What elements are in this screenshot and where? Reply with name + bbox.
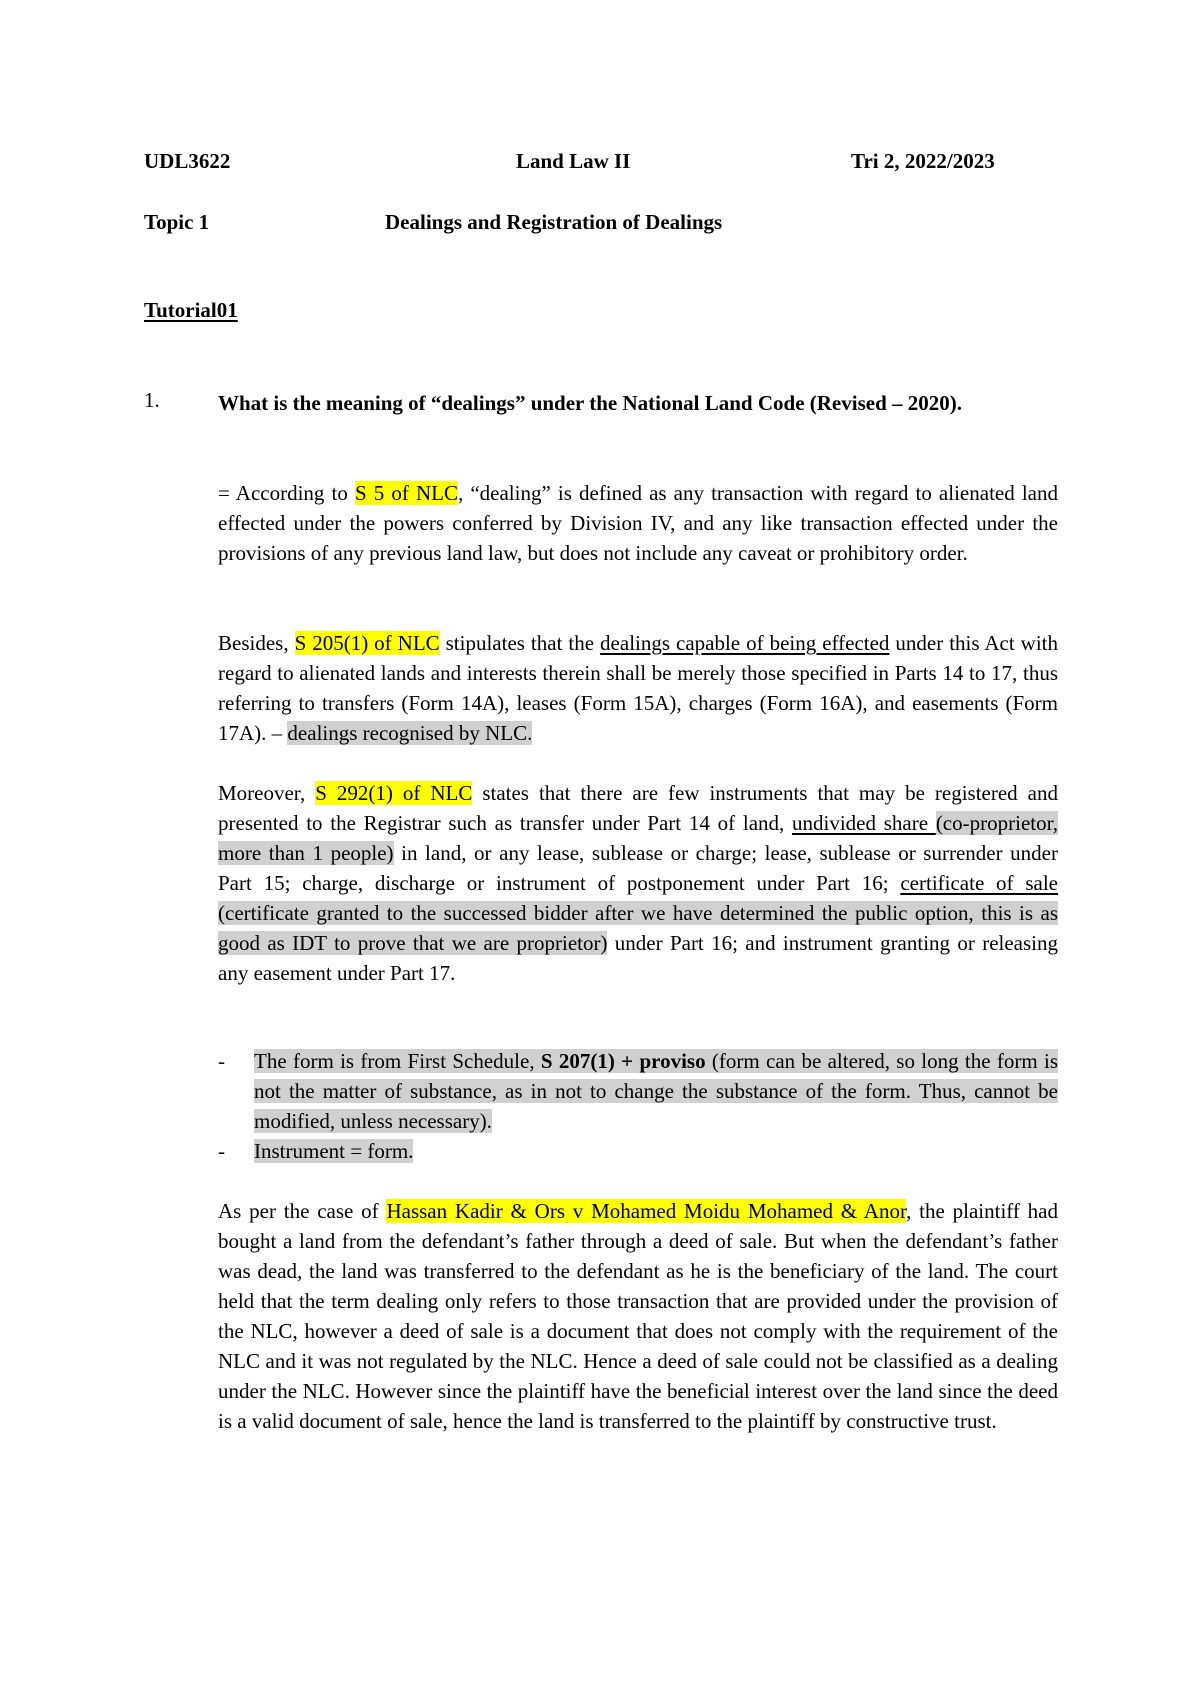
para2-text-b: stipulates that the bbox=[439, 631, 601, 655]
question-number: 1. bbox=[144, 388, 160, 412]
para4-case-highlight: Hassan Kadir & Ors v Mohamed Moidu Mohamed & Anor bbox=[386, 1199, 907, 1223]
paragraph-case bbox=[218, 1196, 1058, 1436]
course-name: Land Law II bbox=[516, 149, 631, 173]
para3-grey-note-2: (certificate granted to the successed bidder after we have determined the public option, this is as good as IDT to prove that we are proprietor) bbox=[218, 901, 1058, 955]
para4-text-a: As per the case of bbox=[218, 1199, 387, 1223]
topic-title: Dealings and Registration of Dealings bbox=[385, 210, 723, 234]
bullet-list bbox=[218, 1046, 1058, 1166]
trimester: Tri 2, 2022/2023 bbox=[851, 149, 995, 173]
para3-underlined-1: undivided share bbox=[792, 811, 936, 835]
para3-text-b: states that there are few instruments that may be registered and presented to the Registrar such as transfer under Part 14 of land, bbox=[218, 781, 1058, 835]
para4-text-b: , the plaintiff had bought a land from the defendant’s father through a deed of sale. But when the defendant’s father was dead, the land was transferred to the defendant as he is the beneficiary of the land. The court held that the term dealing only refers to those transaction that are provided under the provision of the NLC, however a deed of sale is a document that does not comply with the requirement of the NLC and it was not regulated by the NLC. Hence a deed of sale could not be classified as a dealing under the NLC. However since the plaintiff have the beneficial interest over the land since the deed is a valid document of sale, hence the land is transferred to the plaintiff by constructive trust. bbox=[218, 1199, 1059, 1433]
bullet-1-text bbox=[254, 1049, 1058, 1133]
para3-text-a: Moreover, bbox=[218, 781, 316, 805]
para3-text-c: in land, or any lease, sublease or charge; lease, sublease or surrender under Part 15; charge, discharge or instrument of postponement under Part 16; bbox=[218, 841, 1058, 895]
bullet-dash: - bbox=[218, 1049, 225, 1073]
para2-text-a: Besides, bbox=[218, 631, 295, 655]
paragraph-section-205 bbox=[218, 628, 1058, 748]
bullet-1-bold: S 207(1) + proviso bbox=[540, 1049, 706, 1073]
bullet-2-text: Instrument = form. bbox=[254, 1139, 414, 1163]
para2-underlined: dealings capable of being effected bbox=[600, 631, 890, 655]
para2-statute-highlight: S 205(1) of NLC bbox=[294, 631, 440, 655]
para2-grey-note: dealings recognised by NLC. bbox=[287, 721, 533, 745]
para3-underlined-2: certificate of sale bbox=[900, 871, 1058, 895]
para3-statute-highlight: S 292(1) of NLC bbox=[315, 781, 473, 805]
topic-label: Topic 1 bbox=[144, 210, 210, 234]
bullet-1-text-b: (form can be altered, so long the form is not the matter of substance, as in not to change the substance of the form. Thus, cannot be modified, unless necessary). bbox=[254, 1049, 1058, 1133]
para3-text-e: under Part 16; and instrument granting or releasing any easement under Part 17. bbox=[218, 931, 1058, 985]
bullet-dash: - bbox=[218, 1139, 225, 1163]
para1-text-b: , “dealing” is defined as any transaction with regard to alienated land effected under the powers conferred by Division IV, and any like transaction effected under the provisions of any previous land law, but does not include any caveat or prohibitory order. bbox=[218, 481, 1058, 565]
para1-statute-highlight: S 5 of NLC bbox=[354, 481, 458, 505]
question-text: What is the meaning of “dealings” under the National Land Code (Revised – 2020). bbox=[218, 391, 963, 415]
tutorial-title: Tutorial01 bbox=[144, 298, 238, 322]
bullet-item bbox=[218, 1136, 1058, 1166]
para2-text-c: under this Act with regard to alienated lands and interests therein shall be merely those specified in Parts 14 to 17, thus referring to transfers (Form 14A), leases (Form 15A), charges (Form 16A), and easements (Form 17A). – bbox=[218, 631, 1058, 745]
para1-text-a: = According to bbox=[218, 481, 355, 505]
paragraph-section-292 bbox=[218, 778, 1058, 988]
para3-grey-note-1: (co-proprietor, more than 1 people) bbox=[218, 811, 1058, 865]
bullet-1-text-a: The form is from First Schedule, bbox=[254, 1049, 541, 1073]
paragraph-definition bbox=[218, 478, 1058, 568]
course-code: UDL3622 bbox=[144, 149, 231, 173]
bullet-item bbox=[218, 1046, 1058, 1136]
